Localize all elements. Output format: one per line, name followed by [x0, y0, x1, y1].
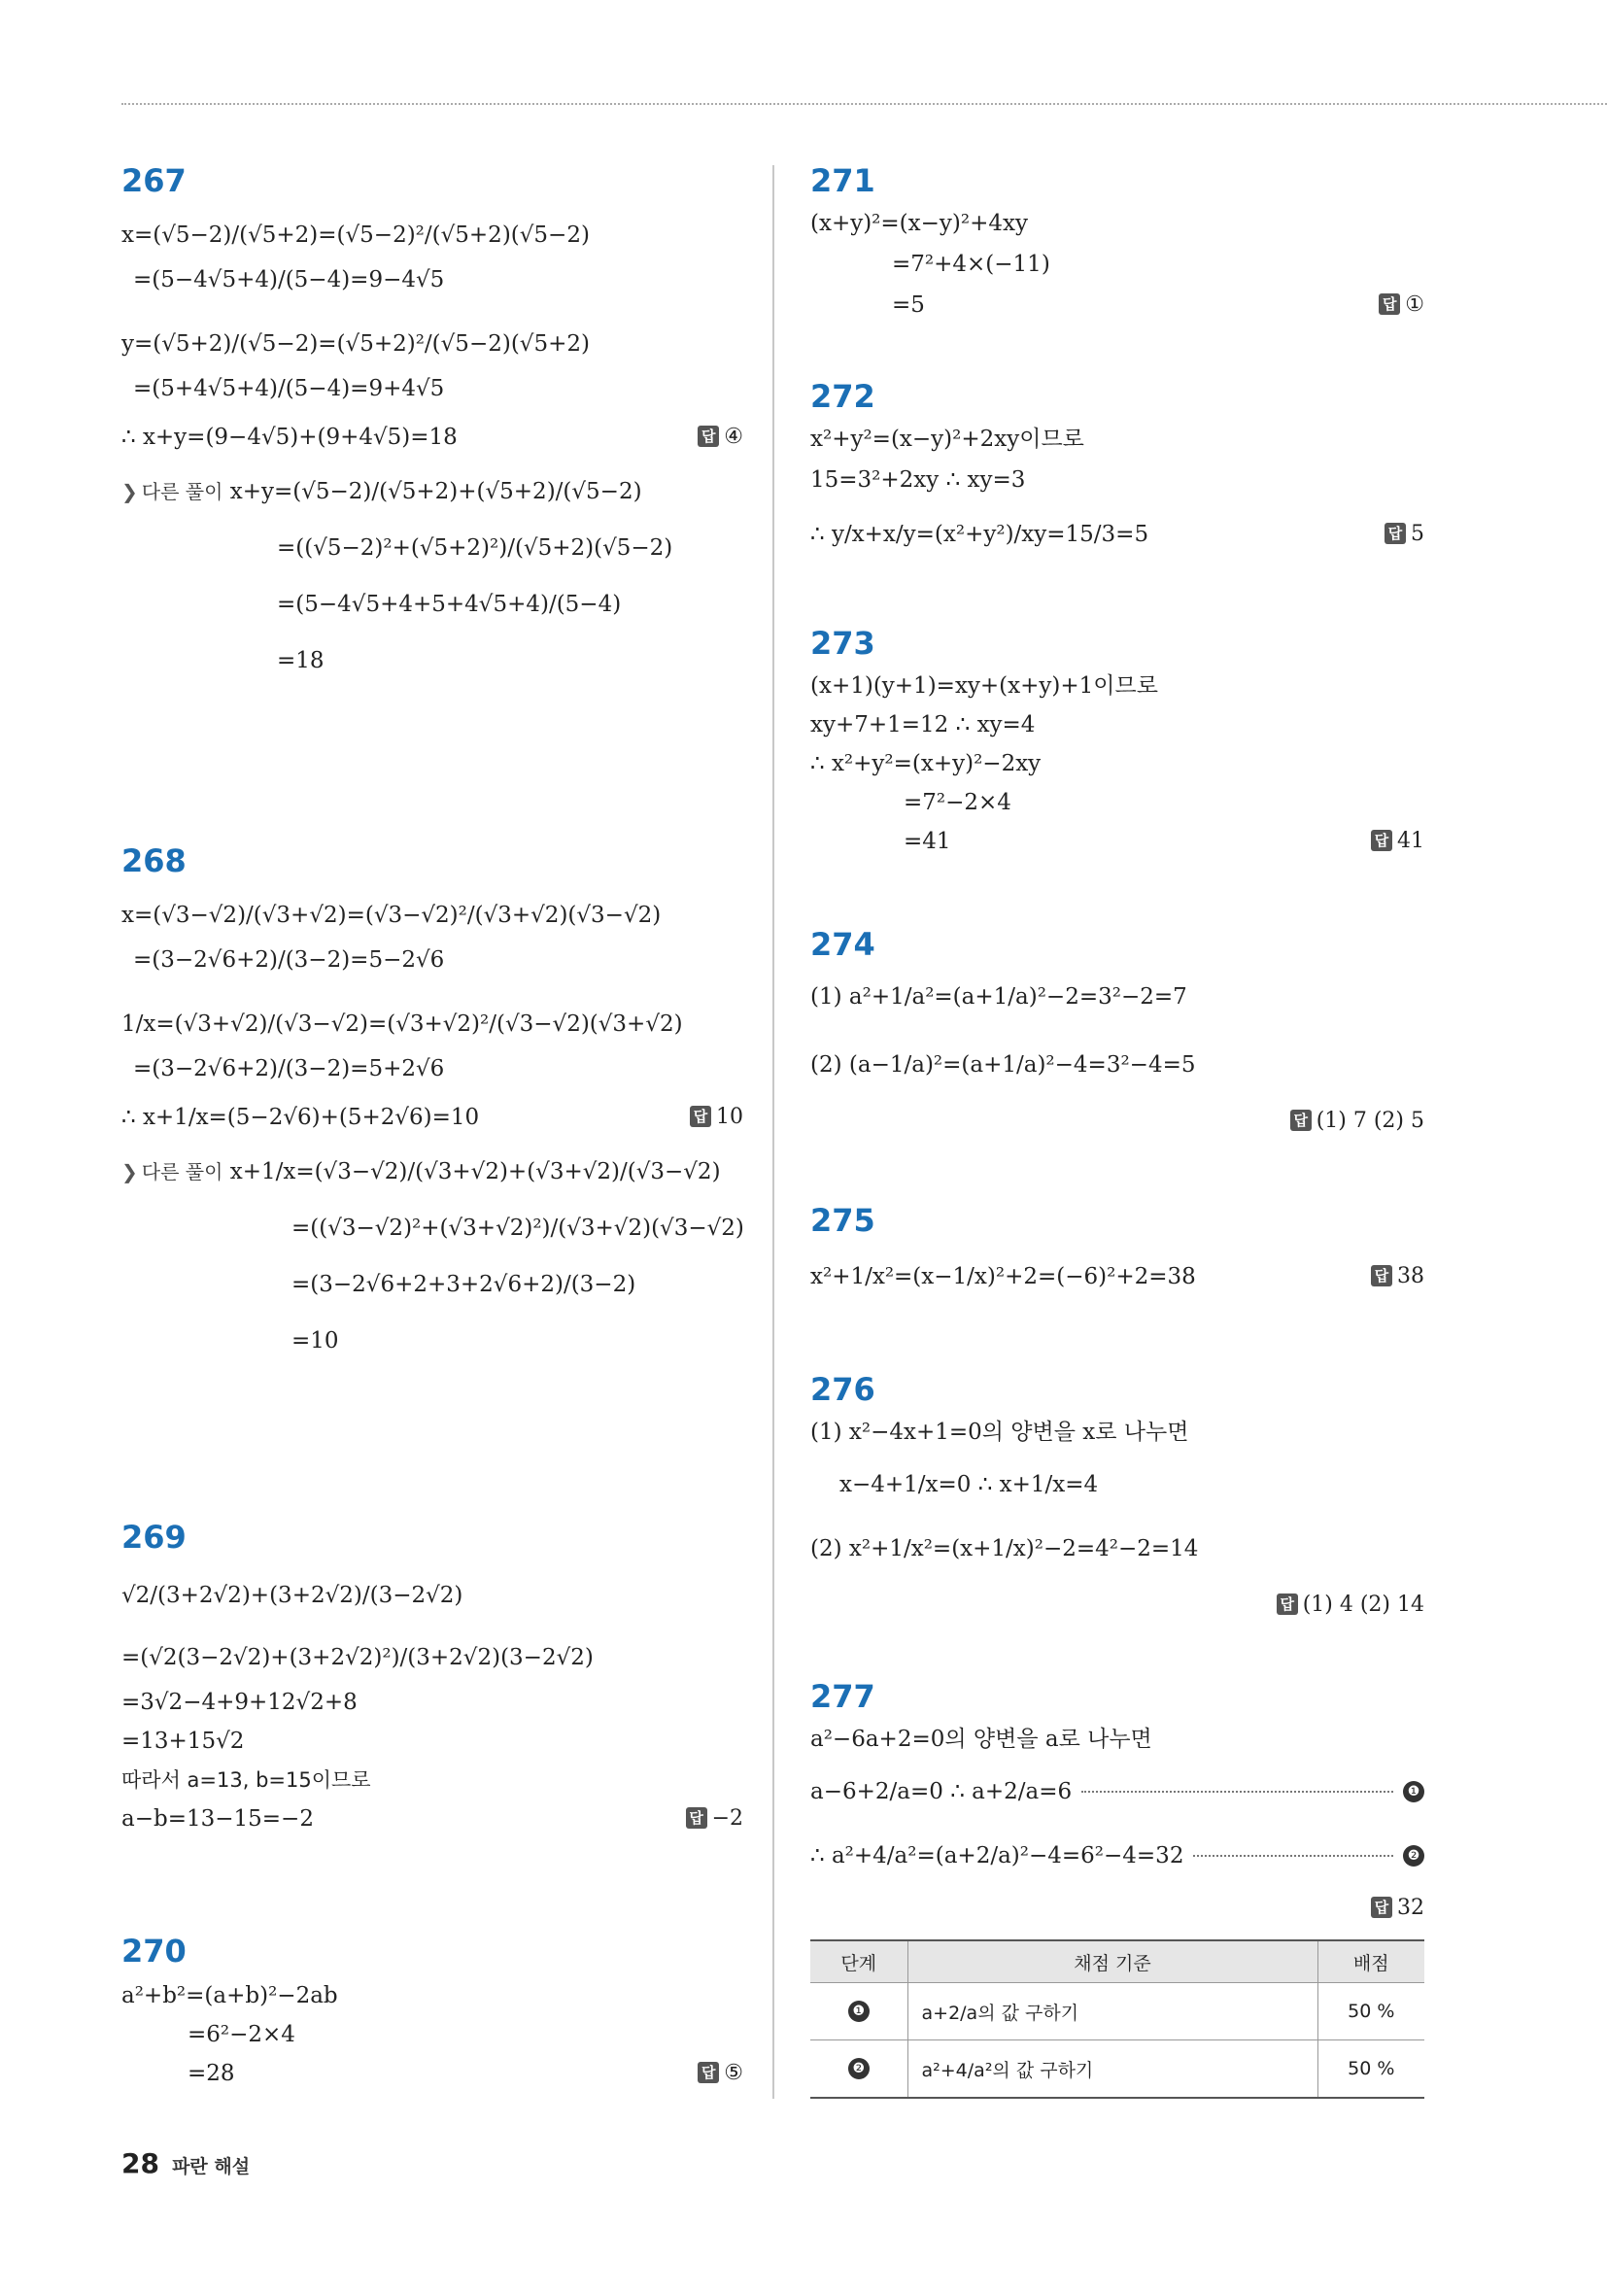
answer-value: 38 — [1397, 1264, 1424, 1288]
answer-badge: 답 — [686, 1807, 707, 1829]
header-score: 배점 — [1317, 1940, 1424, 1983]
solution-line: x−4+1/x=0 ∴ x+1/x=4 — [839, 1472, 1099, 1497]
answer-value: 41 — [1397, 829, 1424, 853]
grading-table — [810, 1939, 1424, 2099]
answer-value: 10 — [716, 1105, 743, 1129]
answer — [1371, 1889, 1424, 1928]
alt-solution — [121, 1152, 743, 1191]
problem-number: 273 — [810, 625, 875, 662]
solution-line — [810, 822, 1424, 861]
answer-row — [810, 1889, 1424, 1928]
alt-line: x+1/x=(√3−√2)/(√3+√2)+(√3+√2)/(√3−√2) — [229, 1159, 721, 1184]
answer-value: ⑤ — [724, 2061, 743, 2085]
alt-line: =((√5−2)²+(√5+2)²)/(√5+2)(√5−2) — [277, 535, 673, 561]
chevron-right-icon: ❯ — [121, 480, 138, 503]
criterion-cell: a²+4/a²의 값 구하기 — [907, 2040, 1317, 2099]
answer-value: 5 — [1411, 522, 1424, 546]
answer-value: ④ — [724, 425, 743, 449]
problem-268 — [121, 841, 743, 1360]
answer-badge: 답 — [698, 426, 719, 447]
answer-badge: 답 — [1371, 830, 1392, 851]
answer — [686, 1799, 743, 1838]
conclusion: x²+1/x²=(x−1/x)²+2=(−6)²+2=38 — [810, 1264, 1196, 1289]
answer-badge: 답 — [1277, 1593, 1298, 1615]
problem-277 — [810, 1677, 1424, 1928]
solution-line: ∴ x²+y²=(x+y)²−2xy — [810, 751, 1042, 776]
problem-273 — [810, 624, 1424, 861]
conclusion: =28 — [188, 2061, 235, 2086]
answer-value: (1) 7 (2) 5 — [1316, 1109, 1424, 1133]
header-step: 단계 — [810, 1940, 907, 1983]
top-dotted-rule — [121, 103, 1607, 105]
problem-number: 275 — [810, 1202, 875, 1239]
answer-badge: 답 — [1371, 1265, 1392, 1286]
problem-number: 271 — [810, 162, 875, 199]
problem-number: 277 — [810, 1678, 875, 1715]
conclusion: a−b=13−15=−2 — [121, 1806, 314, 1832]
solution-line: =3√2−4+9+12√2+8 — [121, 1690, 358, 1715]
score-cell: 50 % — [1317, 2040, 1424, 2099]
answer-badge: 답 — [690, 1106, 711, 1127]
answer-badge: 답 — [1385, 523, 1406, 544]
alt-line: =((√3−√2)²+(√3+√2)²)/(√3+√2)(√3−√2) — [291, 1216, 744, 1241]
answer-value: −2 — [711, 1806, 743, 1831]
solution-line: =(3−2√6+2)/(3−2)=5−2√6 — [133, 947, 445, 973]
solution-line: x²+y²=(x−y)²+2xy이므로 — [810, 427, 1084, 452]
answer-value: 32 — [1397, 1896, 1424, 1920]
alt-line: =(3−2√6+2+3+2√6+2)/(3−2) — [291, 1272, 636, 1297]
solution-line: x=(√5−2)/(√5+2)=(√5−2)²/(√5+2)(√5−2) — [121, 223, 590, 248]
solution-line: 15=3²+2xy ∴ xy=3 — [810, 467, 1026, 493]
alt-line: =10 — [291, 1328, 339, 1354]
problem-number: 267 — [121, 162, 187, 199]
conclusion: =5 — [892, 292, 925, 318]
solution-line: (2) (a−1/a)²=(a+1/a)²−4=3²−4=5 — [810, 1052, 1196, 1078]
step-2-marker: ❷ — [1403, 1845, 1424, 1867]
solution-line — [810, 1257, 1424, 1296]
solution-line: x=(√3−√2)/(√3+√2)=(√3−√2)²/(√3+√2)(√3−√2) — [121, 903, 662, 928]
problem-number: 270 — [121, 1933, 187, 1970]
leader-dots — [1081, 1791, 1393, 1793]
solution-line: (x+1)(y+1)=xy+(x+y)+1이므로 — [810, 673, 1158, 699]
answer — [1371, 1257, 1424, 1296]
page-footer — [121, 2147, 250, 2179]
problem-269 — [121, 1518, 743, 1838]
answer-row — [810, 1586, 1424, 1625]
answer — [1290, 1102, 1424, 1141]
problem-272 — [810, 377, 1424, 554]
problem-270 — [121, 1932, 743, 2093]
book-title: 파란 해설 — [172, 2156, 251, 2177]
solution-line: xy+7+1=12 ∴ xy=4 — [810, 712, 1036, 737]
conclusion: ∴ x+1/x=(5−2√6)+(5+2√6)=10 — [121, 1105, 480, 1130]
alt-line: x+y=(√5−2)/(√5+2)+(√5+2)/(√5−2) — [229, 479, 642, 504]
criterion-cell: a+2/a의 값 구하기 — [907, 1983, 1317, 2040]
problem-number: 276 — [810, 1371, 875, 1408]
problem-275 — [810, 1201, 1424, 1296]
answer — [1277, 1586, 1424, 1625]
answer — [1385, 515, 1424, 554]
problem-number: 272 — [810, 378, 875, 415]
problem-number: 268 — [121, 842, 187, 879]
step-marker: ❷ — [848, 2058, 870, 2079]
solution-line: y=(√5+2)/(√5−2)=(√5+2)²/(√5−2)(√5+2) — [121, 331, 590, 357]
answer-badge: 답 — [1290, 1110, 1312, 1131]
solution-line: (1) x²−4x+1=0의 양변을 x로 나누면 — [810, 1420, 1189, 1445]
solution-line: √2/(3+2√2)+(3+2√2)/(3−2√2) — [121, 1583, 463, 1608]
problem-271 — [810, 161, 1424, 325]
solution-line: (x+y)²=(x−y)²+4xy — [810, 211, 1028, 236]
answer — [698, 2054, 743, 2093]
step-cell — [810, 1983, 907, 2040]
solution-line — [810, 1772, 1424, 1811]
solution-line: =13+15√2 — [121, 1729, 245, 1754]
step-cell — [810, 2040, 907, 2099]
problem-276 — [810, 1370, 1424, 1625]
grading-row — [810, 2040, 1424, 2099]
problem-267 — [121, 161, 743, 680]
step-2-line: ∴ a²+4/a²=(a+2/a)²−4=6²−4=32 — [810, 1843, 1184, 1868]
answer-value: ① — [1405, 292, 1424, 317]
solution-line: =7²−2×4 — [904, 790, 1011, 815]
grading-header-row — [810, 1940, 1424, 1983]
solution-line — [121, 1098, 743, 1137]
solution-line: =(3−2√6+2)/(3−2)=5+2√6 — [133, 1056, 445, 1081]
chevron-right-icon: ❯ — [121, 1160, 138, 1183]
solution-line: =7²+4×(−11) — [892, 252, 1050, 277]
conclusion: ∴ x+y=(9−4√5)+(9+4√5)=18 — [121, 425, 458, 450]
solution-line: a²−6a+2=0의 양변을 a로 나누면 — [810, 1727, 1152, 1752]
alt-line: =18 — [277, 648, 325, 673]
answer-badge: 답 — [698, 2062, 719, 2083]
page-number: 28 — [121, 2147, 159, 2179]
problem-number: 269 — [121, 1519, 187, 1556]
solution-line: =6²−2×4 — [188, 2022, 295, 2047]
answer-row — [810, 1102, 1424, 1141]
answer — [1379, 286, 1424, 325]
step-1-marker: ❶ — [1403, 1781, 1424, 1802]
solution-line — [121, 1799, 743, 1838]
score-cell: 50 % — [1317, 1983, 1424, 2040]
conclusion: =41 — [904, 829, 951, 854]
solution-line: a²+b²=(a+b)²−2ab — [121, 1983, 338, 2008]
header-criterion: 채점 기준 — [907, 1940, 1317, 1983]
solution-line: =(5−4√5+4)/(5−4)=9−4√5 — [133, 267, 445, 292]
alt-line: =(5−4√5+4+5+4√5+4)/(5−4) — [277, 592, 622, 617]
solution-line: =(5+4√5+4)/(5−4)=9+4√5 — [133, 376, 445, 401]
answer — [690, 1098, 743, 1137]
solution-line — [810, 286, 1424, 325]
solution-line — [810, 515, 1424, 554]
answer-value: (1) 4 (2) 14 — [1302, 1593, 1424, 1617]
solution-line: 1/x=(√3+√2)/(√3−√2)=(√3+√2)²/(√3−√2)(√3+√2) — [121, 1011, 683, 1037]
answer — [1371, 822, 1424, 861]
solution-line — [121, 418, 743, 457]
answer-badge: 답 — [1379, 293, 1400, 315]
alt-solution-label: ❯ 다른 풀이 — [121, 1160, 223, 1183]
step-1-line: a−6+2/a=0 ∴ a+2/a=6 — [810, 1779, 1073, 1804]
answer-badge: 답 — [1371, 1897, 1392, 1918]
alt-solution-label: ❯ 다른 풀이 — [121, 480, 223, 503]
step-marker: ❶ — [848, 2001, 870, 2022]
alt-solution — [121, 472, 743, 511]
problem-number: 274 — [810, 926, 875, 963]
column-divider — [772, 165, 774, 2099]
grading-row — [810, 1983, 1424, 2040]
solution-line: (1) a²+1/a²=(a+1/a)²−2=3²−2=7 — [810, 984, 1187, 1010]
solution-line — [810, 1836, 1424, 1875]
solution-line — [121, 2054, 743, 2093]
conclusion: ∴ y/x+x/y=(x²+y²)/xy=15/3=5 — [810, 522, 1149, 547]
leader-dots — [1193, 1855, 1393, 1857]
solution-line: 따라서 a=13, b=15이므로 — [121, 1768, 371, 1792]
problem-274 — [810, 925, 1424, 1141]
answer — [698, 418, 743, 457]
solution-line: =(√2(3−2√2)+(3+2√2)²)/(3+2√2)(3−2√2) — [121, 1645, 594, 1670]
solution-line: (2) x²+1/x²=(x+1/x)²−2=4²−2=14 — [810, 1536, 1199, 1561]
